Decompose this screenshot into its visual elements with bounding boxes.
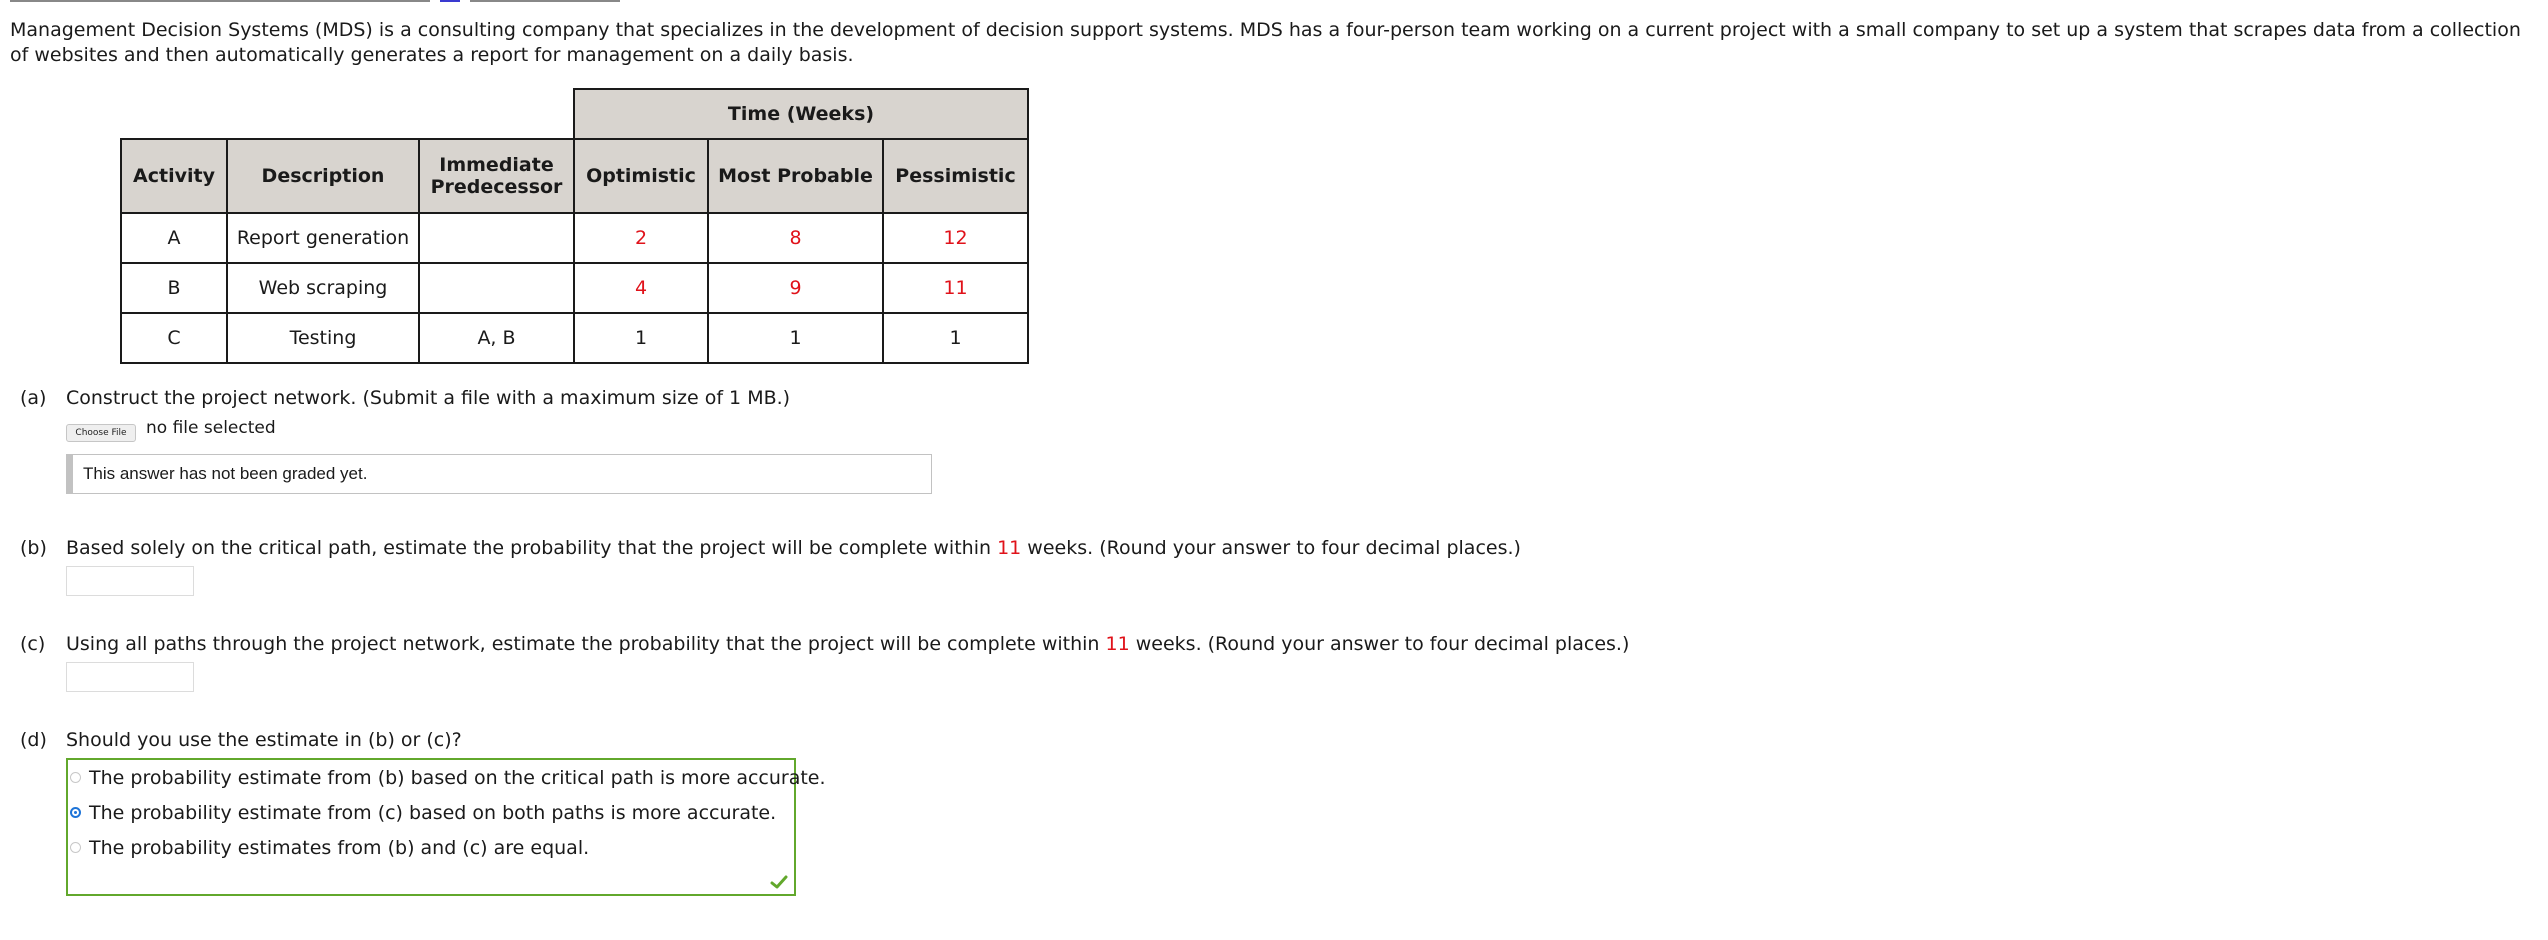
part-a-question (20, 386, 790, 410)
choice-label: The probability estimate from (c) based on both paths is more accurate. (89, 802, 777, 824)
part-a-text: Construct the project network. (Submit a file with a maximum size of 1 MB.) (66, 387, 791, 409)
pessimistic-header: Pessimistic (883, 139, 1028, 213)
description-cell: Web scraping (227, 263, 419, 313)
part-c-text-before: Using all paths through the project network, estimate the probability that the project will be complete within (66, 633, 1106, 655)
optimistic-cell: 1 (574, 313, 708, 363)
choice-option[interactable] (70, 801, 776, 825)
part-d-question (20, 728, 462, 752)
choice-label: The probability estimates from (b) and (c) are equal. (89, 837, 590, 859)
part-b-tag: (b) (20, 537, 47, 559)
part-c-answer-input[interactable] (66, 662, 194, 692)
optimistic-header: Optimistic (574, 139, 708, 213)
choose-file-button[interactable]: Choose File (66, 424, 136, 442)
part-b-answer-input[interactable] (66, 566, 194, 596)
part-c-text-after: weeks. (Round your answer to four decimal places.) (1129, 633, 1630, 655)
description-header: Description (227, 139, 419, 213)
most-probable-cell: 8 (708, 213, 883, 263)
activity-cell: C (121, 313, 227, 363)
part-d-text: Should you use the estimate in (b) or (c)? (66, 729, 462, 751)
file-status: no file selected (146, 418, 276, 438)
choice-label: The probability estimate from (b) based on the critical path is more accurate. (89, 767, 826, 789)
check-icon (770, 874, 788, 890)
part-d-choices (66, 758, 826, 896)
radio-button[interactable] (70, 807, 81, 818)
radio-button[interactable] (70, 842, 81, 853)
table-corner (121, 89, 574, 139)
part-c-tag: (c) (20, 633, 46, 655)
pessimistic-cell: 1 (883, 313, 1028, 363)
predecessor-cell (419, 263, 574, 313)
time-weeks-header: Time (Weeks) (574, 89, 1028, 139)
part-c-weeks: 11 (1105, 633, 1130, 655)
table-row (121, 263, 1028, 313)
radio-button[interactable] (70, 772, 81, 783)
table-row (121, 213, 1028, 263)
activity-time-table (120, 88, 1029, 364)
predecessor-header (419, 139, 574, 213)
activity-cell: B (121, 263, 227, 313)
predecessor-cell: A, B (419, 313, 574, 363)
part-b-text-after: weeks. (Round your answer to four decimal places.) (1021, 537, 1521, 559)
description-cell: Report generation (227, 213, 419, 263)
part-d-tag: (d) (20, 729, 47, 751)
part-a-tag: (a) (20, 387, 47, 409)
most-probable-cell: 1 (708, 313, 883, 363)
part-b-question (20, 536, 1521, 560)
graded-note: This answer has not been graded yet. (66, 454, 932, 494)
description-cell: Testing (227, 313, 419, 363)
optimistic-cell: 2 (574, 213, 708, 263)
optimistic-cell: 4 (574, 263, 708, 313)
activity-cell: A (121, 213, 227, 263)
pessimistic-cell: 11 (883, 263, 1028, 313)
choice-option[interactable] (70, 766, 826, 790)
most-probable-cell: 9 (708, 263, 883, 313)
predecessor-header-line1: Immediate (439, 154, 554, 176)
part-b-text-before: Based solely on the critical path, estimate the probability that the project will be complete within (66, 537, 998, 559)
part-b-weeks: 11 (997, 537, 1022, 559)
predecessor-header-line2: Predecessor (430, 176, 563, 198)
choice-option[interactable] (70, 836, 589, 860)
clipped-previous-text (10, 0, 730, 3)
predecessor-cell (419, 213, 574, 263)
part-c-question (20, 632, 1629, 656)
problem-intro: Management Decision Systems (MDS) is a consulting company that specializes in the development of decision support systems. MDS has a four-person team working on a current project with a small company to set up a system that scrapes data from a collection of websites and then automatically generates a report for management on a daily basis. (10, 19, 2521, 66)
pessimistic-cell: 12 (883, 213, 1028, 263)
table-row (121, 313, 1028, 363)
most-probable-header: Most Probable (708, 139, 883, 213)
activity-header: Activity (121, 139, 227, 213)
